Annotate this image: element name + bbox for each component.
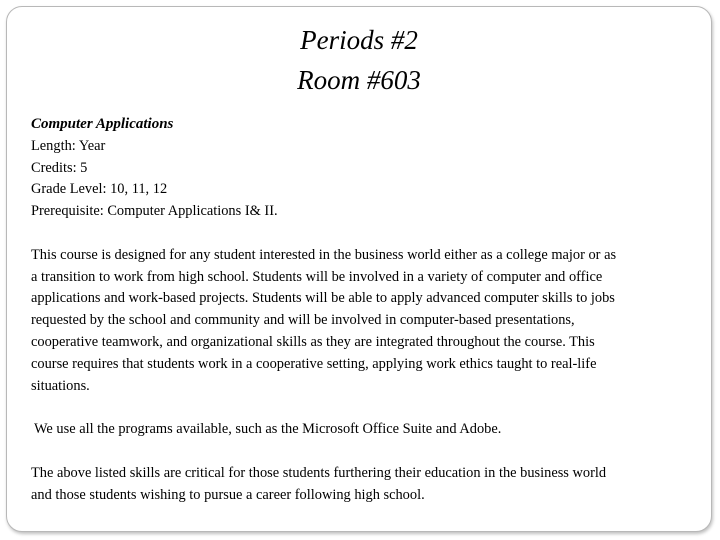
slide-body: [31, 114, 701, 506]
slide-frame: [6, 6, 712, 532]
description-line: course requires that students work in a cooperative setting, applying work ethics taught to real-life: [31, 355, 597, 372]
closing-line: and those students wishing to pursue a career following high school.: [31, 486, 425, 503]
course-length: Length: Year: [31, 137, 106, 154]
programs-line: We use all the programs available, such as the Microsoft Office Suite and Adobe.: [34, 421, 502, 438]
description-line: a transition to work from high school. Students will be involved in a variety of computer and office: [31, 268, 603, 285]
course-prerequisite: Prerequisite: Computer Applications I& II.: [31, 203, 278, 220]
course-name: Computer Applications: [31, 116, 174, 132]
description-line: applications and work-based projects. Students will be able to apply advanced computer skills to jobs: [31, 290, 615, 307]
course-credits: Credits: 5: [31, 159, 88, 176]
description-line: requested by the school and community and will be involved in computer-based presentations,: [31, 312, 575, 329]
description-line: cooperative teamwork, and organizational skills as they are integrated throughout the course. This: [31, 333, 595, 350]
programs-statement: [31, 419, 701, 441]
description-line: This course is designed for any student interested in the business world either as a college major or as: [31, 246, 617, 263]
description-line: situations.: [31, 377, 90, 394]
slide-title-room: Room #603: [297, 65, 421, 95]
closing-statement: [31, 463, 701, 507]
closing-line: The above listed skills are critical for those students furthering their education in the business world: [31, 464, 607, 481]
course-grade-level: Grade Level: 10, 11, 12: [31, 181, 168, 198]
course-description: [31, 245, 701, 398]
slide-title-periods: Periods #2: [300, 25, 418, 55]
